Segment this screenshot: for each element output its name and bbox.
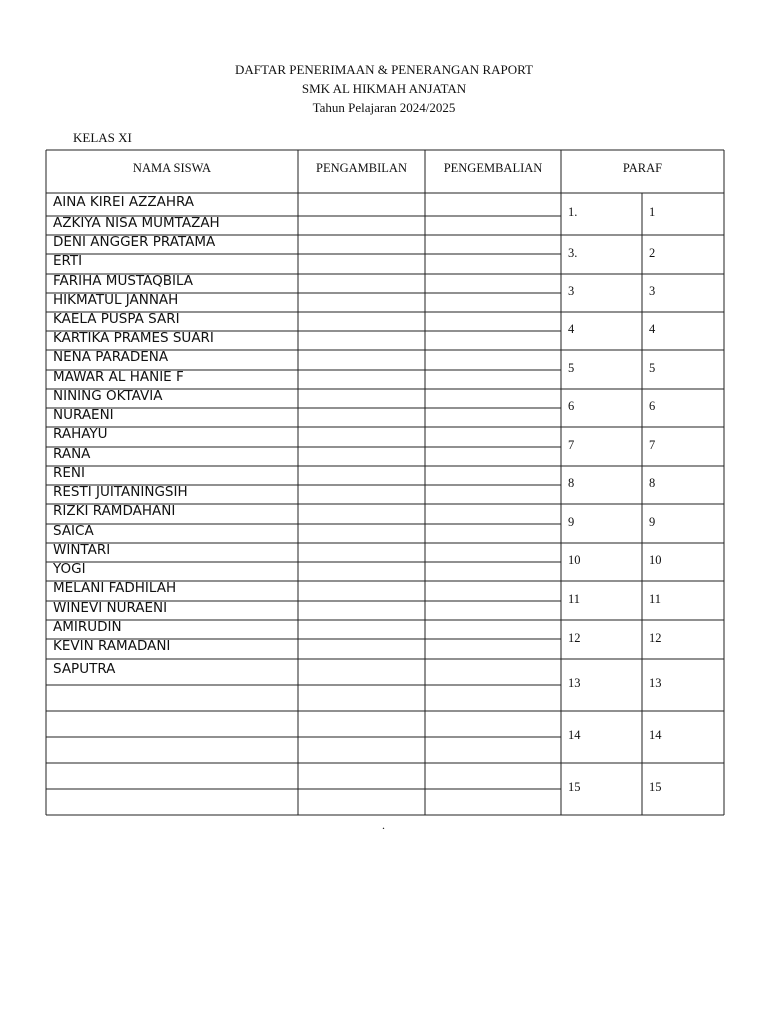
student-name: KARTIKA PRAMES SUARI bbox=[53, 329, 214, 346]
paraf-number-right: 6 bbox=[649, 399, 656, 413]
student-name: RANA bbox=[53, 445, 91, 462]
student-name: RENI bbox=[53, 464, 85, 481]
paraf-number-right: 11 bbox=[649, 591, 662, 606]
paraf-number-right: 12 bbox=[649, 630, 662, 645]
paraf-number-left: 13 bbox=[568, 676, 581, 690]
footer-mark: . bbox=[382, 818, 385, 832]
paraf-number-left: 11 bbox=[568, 591, 581, 606]
paraf-number-left: 5 bbox=[568, 360, 575, 375]
student-name: NENA PARADENA bbox=[53, 349, 169, 365]
paraf-number-left: 8 bbox=[568, 476, 575, 490]
paraf-number-left: 4 bbox=[568, 322, 575, 336]
paraf-number-right: 15 bbox=[649, 780, 662, 794]
column-header: PENGAMBILAN bbox=[316, 161, 407, 175]
column-header: PARAF bbox=[622, 161, 663, 175]
student-name: YOGI bbox=[53, 560, 86, 577]
student-name: WINTARI bbox=[53, 541, 111, 558]
student-name: NINING OKTAVIA bbox=[53, 387, 163, 404]
paraf-number-right: 7 bbox=[649, 437, 656, 452]
student-name: KEVIN RAMADANI bbox=[53, 638, 171, 654]
student-name: KAELA PUSPA SARI bbox=[53, 310, 180, 327]
paraf-number-left: 3 bbox=[568, 284, 575, 298]
paraf-number-left: 7 bbox=[568, 437, 575, 452]
student-name: MELANI FADHILAH bbox=[53, 580, 177, 596]
student-name: SAICA bbox=[53, 522, 94, 539]
school-name: SMK AL HIKMAH ANJATAN bbox=[301, 81, 467, 96]
paraf-number-left: 9 bbox=[568, 514, 575, 529]
student-name: AINA KIREI AZZAHRA bbox=[53, 193, 195, 210]
student-name: HIKMATUL JANNAH bbox=[53, 291, 179, 308]
paraf-number-right: 9 bbox=[649, 514, 656, 529]
paraf-number-right: 3 bbox=[649, 284, 656, 298]
student-name: RAHAYU bbox=[53, 426, 108, 442]
document-title: DAFTAR PENERIMAAN & PENERANGAN RAPORT bbox=[235, 62, 533, 77]
student-name: DENI ANGGER PRATAMA bbox=[53, 233, 216, 250]
student-name: MAWAR AL HANIE F bbox=[53, 368, 184, 385]
paraf-number-left: 12 bbox=[568, 630, 581, 645]
academic-year: Tahun Pelajaran 2024/2025 bbox=[312, 100, 456, 115]
paraf-number-right: 1 bbox=[649, 205, 656, 219]
student-name: NURAENI bbox=[53, 406, 114, 423]
paraf-number-left: 14 bbox=[568, 728, 581, 742]
student-name: FARIHA MUSTAQBILA bbox=[53, 272, 194, 289]
paraf-number-right: 2 bbox=[649, 245, 656, 260]
student-name: RESTI JUITANINGSIH bbox=[53, 483, 188, 500]
student-name: RIZKI RAMDAHANI bbox=[53, 503, 176, 519]
column-header: PENGEMBALIAN bbox=[443, 161, 543, 175]
student-name: AZKIYA NISA MUMTAZAH bbox=[53, 214, 220, 231]
paraf-number-right: 8 bbox=[649, 476, 656, 490]
student-name: WINEVI NURAENI bbox=[53, 599, 168, 616]
paraf-number-right: 10 bbox=[649, 553, 662, 567]
paraf-number-left: 6 bbox=[568, 399, 575, 413]
paraf-number-left: 3. bbox=[568, 245, 578, 260]
paraf-number-right: 14 bbox=[649, 728, 662, 742]
class-label: KELAS XI bbox=[73, 130, 132, 145]
paraf-number-right: 5 bbox=[649, 360, 656, 375]
paraf-number-left: 10 bbox=[568, 553, 581, 567]
paraf-number-right: 13 bbox=[649, 676, 662, 690]
student-name: ERTI bbox=[53, 253, 83, 269]
student-name: AMIRUDIN bbox=[53, 618, 122, 635]
paraf-number-right: 4 bbox=[649, 322, 656, 336]
column-header: NAMA SISWA bbox=[132, 161, 212, 175]
paraf-number-left: 15 bbox=[568, 780, 581, 794]
student-name: SAPUTRA bbox=[53, 661, 116, 677]
paraf-number-left: 1. bbox=[568, 205, 578, 219]
